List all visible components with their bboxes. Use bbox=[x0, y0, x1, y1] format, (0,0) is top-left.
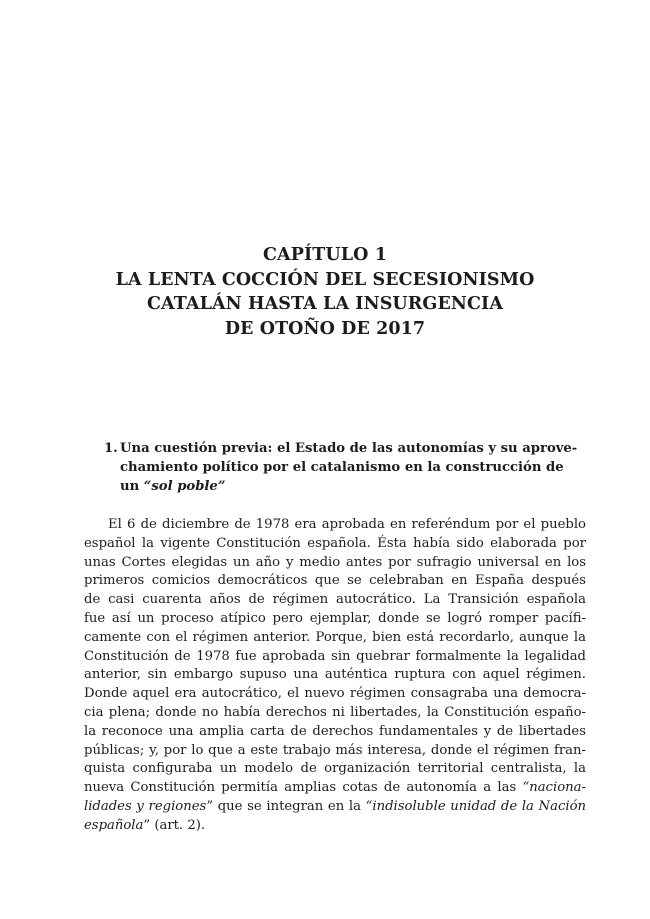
body-line bbox=[84, 798, 586, 817]
section-heading-italic: “sol poble” bbox=[143, 478, 226, 494]
body-paragraph bbox=[84, 516, 586, 836]
chapter-number: CAPÍTULO 1 bbox=[263, 245, 387, 265]
body-line: El 6 de diciembre de 1978 era aprobada en referéndum por el pueblo bbox=[108, 517, 586, 532]
section-number: 1. bbox=[104, 441, 118, 456]
body-text-segment: ” (art. 2). bbox=[143, 817, 206, 833]
body-line: quista configuraba un modelo de organización territorial centralista, la bbox=[84, 761, 586, 777]
section-heading bbox=[104, 440, 586, 496]
chapter-title-line: LA LENTA COCCIÓN DEL SECESIONISMO bbox=[115, 269, 535, 290]
body-italic-segment: española bbox=[84, 817, 144, 833]
section-heading-line: chamiento político por el catalanismo en la construcción de bbox=[120, 459, 564, 475]
body-line bbox=[84, 817, 586, 836]
body-line: fue así un proceso atípico pero ejemplar, donde se logró romper pacífi- bbox=[84, 610, 586, 626]
body-line: Constitución de 1978 fue aprobada sin quebrar formalmente la legalidad bbox=[84, 648, 586, 664]
section-heading-line: Una cuestión previa: el Estado de las autonomías y su aprove- bbox=[120, 441, 578, 456]
body-line: cia plena; donde no había derechos ni libertades, la Constitución españo- bbox=[84, 704, 586, 720]
section-heading-text bbox=[104, 440, 586, 496]
section-heading-text-segment: un bbox=[120, 478, 144, 494]
body-text-segment: ” que se integran en la bbox=[206, 798, 366, 814]
body-line: Donde aquel era autocrático, el nuevo régimen consagraba una democra- bbox=[84, 686, 586, 702]
body-line: español la vigente Constitución española. Ésta había sido elaborada por bbox=[84, 535, 586, 551]
section-heading-line bbox=[120, 478, 586, 497]
body-line: la reconoce una amplia carta de derechos fundamentales y de libertades bbox=[84, 723, 586, 739]
body-line: de casi cuarenta años de régimen autocrático. La Transición española bbox=[84, 592, 586, 608]
body-italic-segment: “naciona- bbox=[522, 780, 586, 796]
body-italic-segment: “indisoluble unidad de la Nación bbox=[365, 798, 586, 814]
body-line: camente con el régimen anterior. Porque, bien está recordarlo, aunque la bbox=[84, 629, 586, 645]
body-line: primeros comicios democráticos que se celebraban en España después bbox=[84, 573, 586, 589]
body-italic-segment: lidades y regiones bbox=[84, 798, 207, 814]
body-line: anterior, sin embargo supuso una auténtica ruptura con aquel régimen. bbox=[84, 667, 586, 683]
body-line: públicas; y, por lo que a este trabajo más interesa, donde el régimen fran- bbox=[84, 742, 586, 758]
body-line bbox=[84, 779, 586, 798]
body-line: unas Cortes elegidas un año y medio antes por sufragio universal en los bbox=[84, 554, 586, 570]
body-text-segment: nueva Constitución permitía amplias cotas de autonomía a las bbox=[84, 780, 523, 796]
chapter-title-line: CATALÁN HASTA LA INSURGENCIA bbox=[146, 294, 504, 314]
chapter-title-line: DE OTOÑO DE 2017 bbox=[224, 318, 426, 339]
chapter-title bbox=[0, 243, 650, 341]
